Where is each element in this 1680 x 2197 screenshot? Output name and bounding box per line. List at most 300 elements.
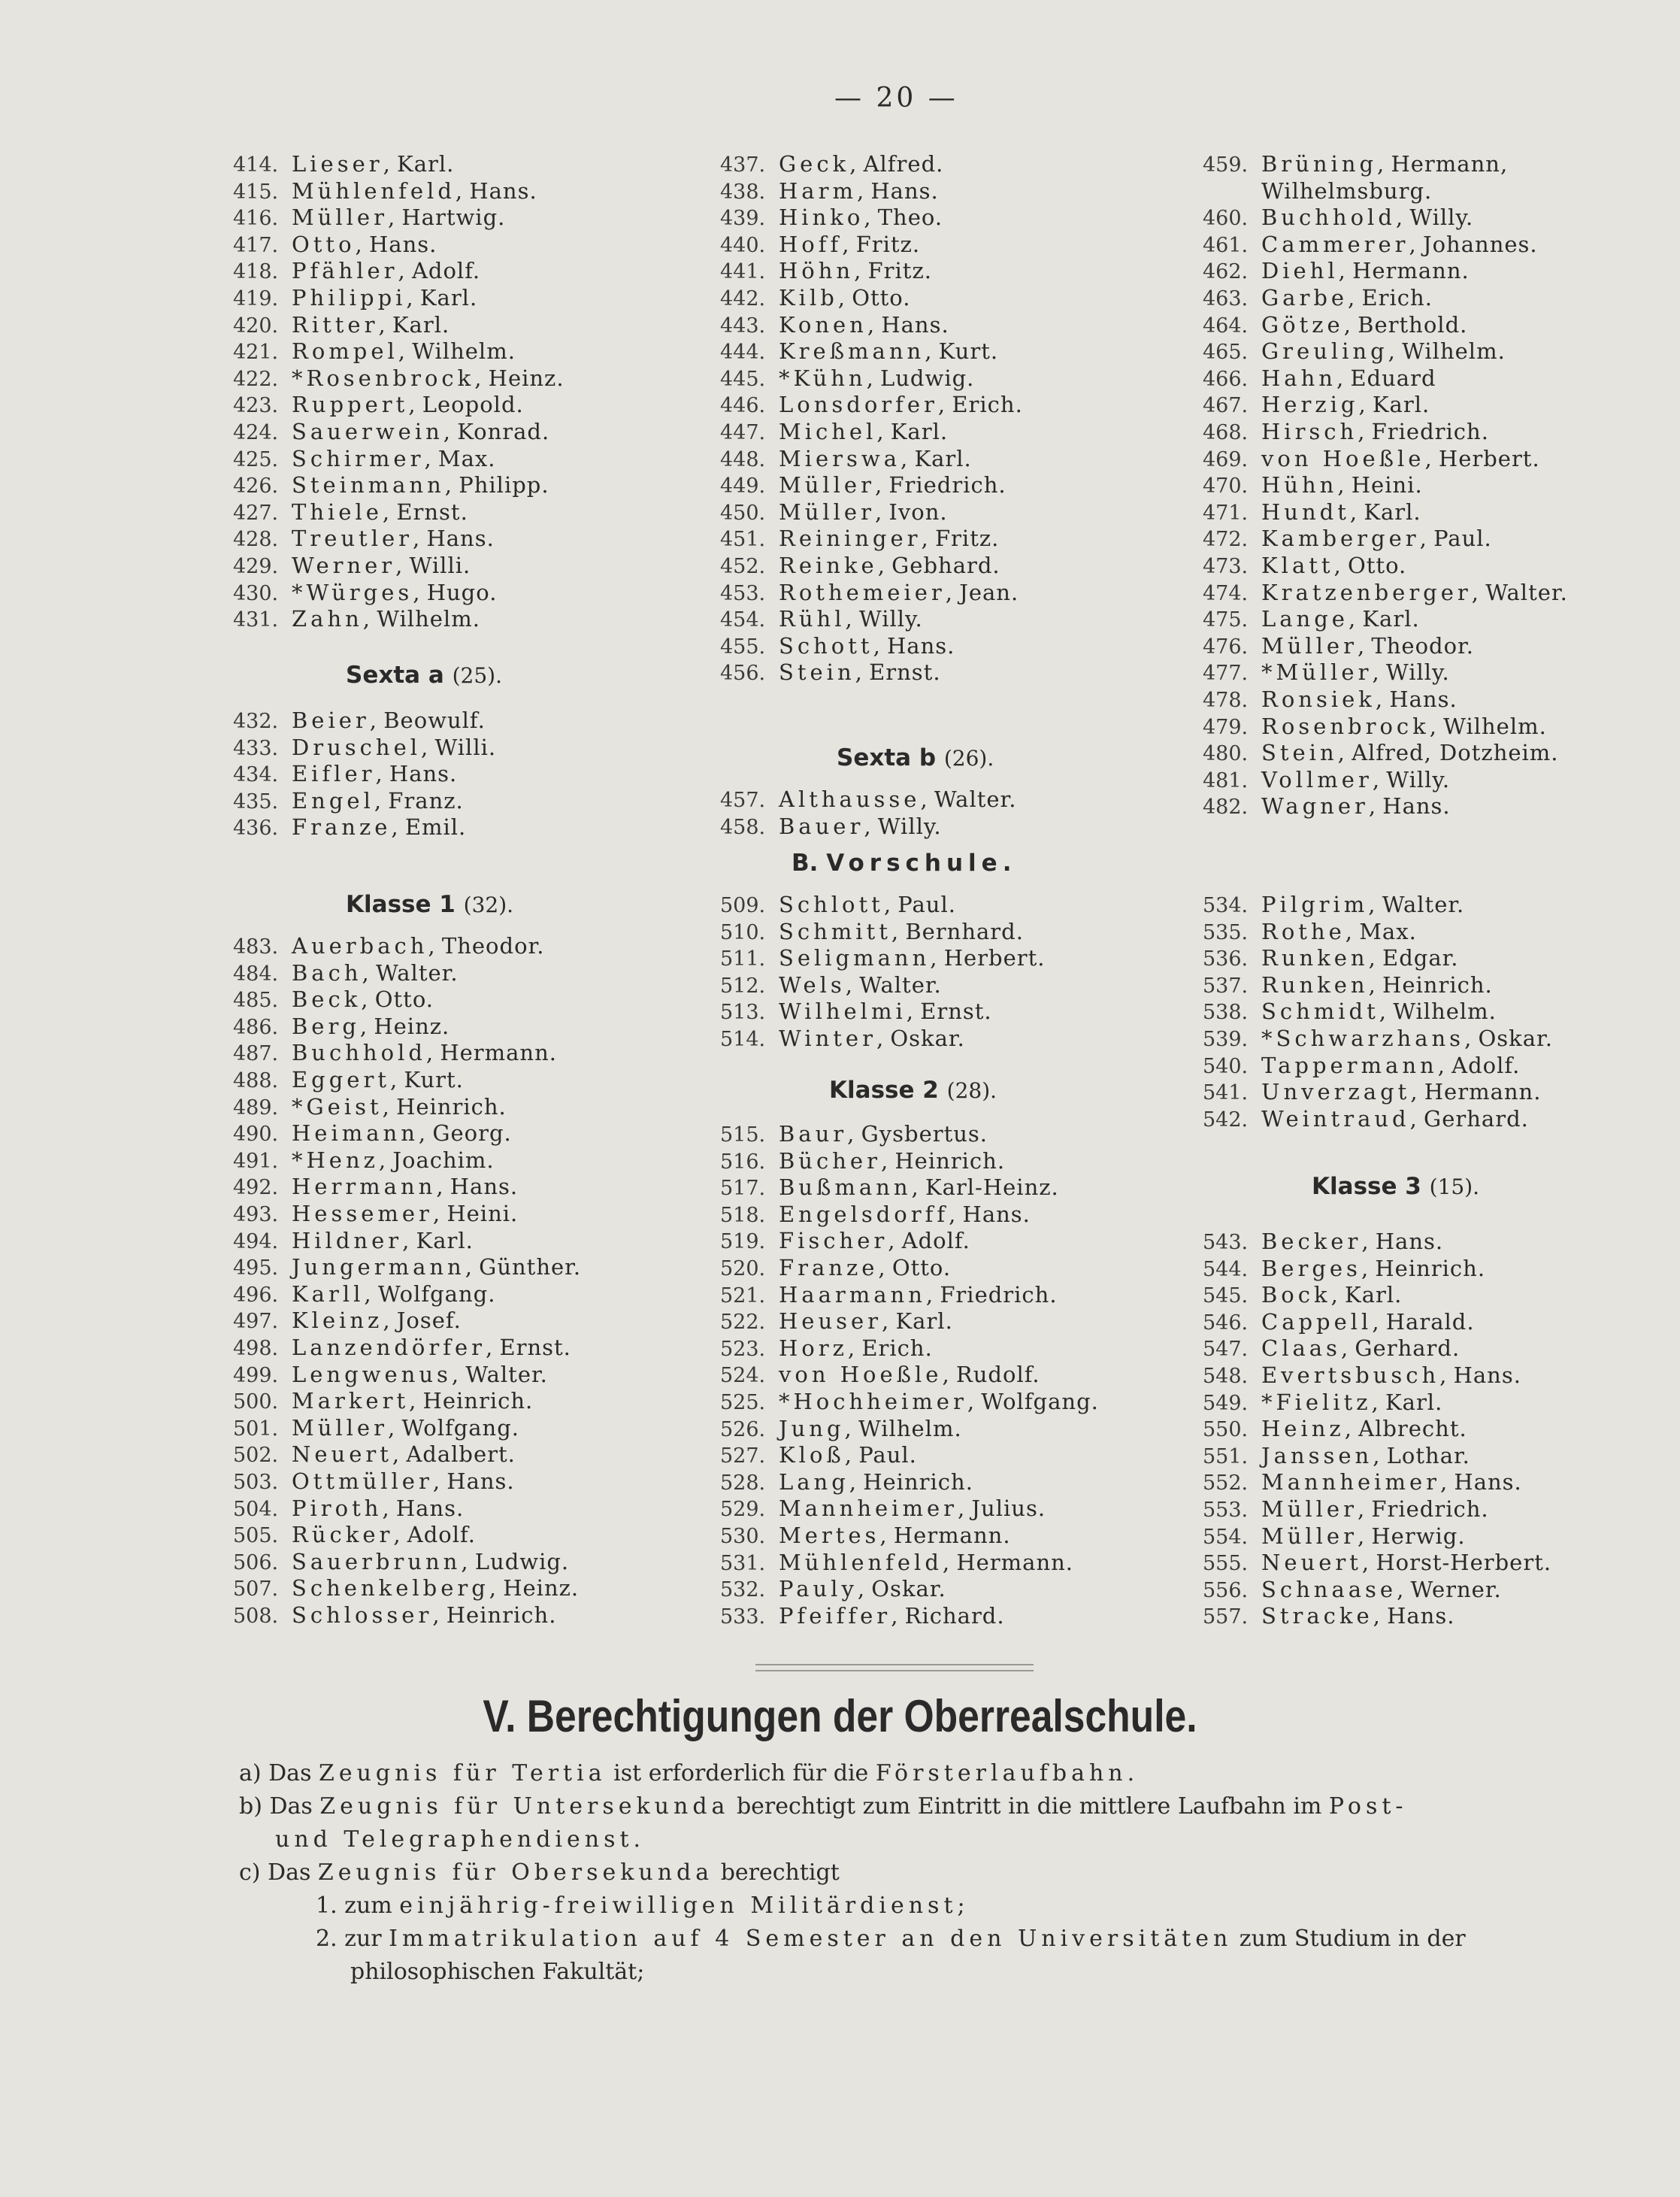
entry-number: 516.: [720, 1150, 766, 1174]
entry-surname: Bock: [1261, 1282, 1331, 1308]
entry-surname: Schnaase: [1261, 1576, 1397, 1602]
entry-surname: Hundt: [1261, 498, 1350, 525]
entry-separator: ,: [1357, 632, 1372, 659]
list-item: [1203, 659, 1450, 687]
list-item: [720, 1147, 1005, 1176]
entry-number: 437.: [720, 153, 766, 177]
entry-number: 533.: [720, 1605, 766, 1629]
entry-number: 442.: [720, 287, 766, 311]
entry-surname: Reininger: [779, 526, 922, 552]
entry-separator: ,: [1424, 445, 1439, 471]
list-item: [720, 971, 942, 1000]
entry-surname: Müller: [779, 498, 875, 525]
list-item: [1203, 1308, 1475, 1337]
entry-separator: ,: [911, 1174, 925, 1201]
entry-surname: Hildner: [292, 1227, 403, 1253]
entry-number: 468.: [1203, 421, 1249, 444]
entry-surname: Müller: [1261, 632, 1358, 659]
entry-separator: ,: [432, 1602, 446, 1628]
paragraph-text: Post-: [1328, 1793, 1408, 1820]
class-heading-count: (26).: [943, 746, 994, 771]
entry-number: 465.: [1203, 341, 1249, 365]
entry-surname: Stracke: [1261, 1603, 1373, 1629]
entry-surname: Schenkelberg: [292, 1575, 489, 1602]
entry-number: 421.: [233, 341, 279, 365]
paragraph-c3: [350, 1958, 1680, 1986]
entry-separator: ,: [1333, 553, 1348, 578]
list-item: [1203, 1228, 1443, 1256]
paragraph-text: Zeugnis für Obersekunda: [317, 1859, 714, 1886]
entry-separator: ,: [921, 526, 935, 552]
entry-surname: Tappermann: [1261, 1052, 1438, 1078]
entry-number: 521.: [720, 1283, 766, 1308]
entry-given-name: Kurt.: [938, 338, 999, 365]
entry-separator: ,: [873, 632, 887, 659]
entry-separator: ,: [1330, 1282, 1346, 1308]
list-item: [233, 150, 454, 179]
entry-given-name: Karl.: [1364, 498, 1421, 525]
entry-surname: *Schwarzhans: [1261, 1026, 1465, 1051]
entry-given-name: Franz.: [388, 787, 464, 814]
entry-given-name: Herwig.: [1371, 1523, 1466, 1549]
entry-given-name: Ivon.: [888, 498, 948, 525]
entry-surname: Höhn: [779, 258, 855, 284]
entry-separator: ,: [1358, 419, 1372, 444]
entry-surname: Franze: [779, 1255, 879, 1280]
entry-given-name: Heinrich.: [863, 1468, 973, 1495]
list-item: [1203, 525, 1492, 553]
entry-number: 425.: [233, 447, 279, 471]
entry-separator: ,: [866, 365, 880, 391]
list-item: [233, 579, 497, 608]
entry-surname: *Kühn: [779, 365, 867, 391]
list-item: [720, 1254, 951, 1283]
list-item: [1203, 1025, 1553, 1053]
entry-surname: Hoff: [779, 231, 843, 257]
paragraph-text: Immatrikulation auf 4 Semester an den Universitäten: [389, 1926, 1233, 1952]
paragraph-text: Försterlaufbahn: [875, 1760, 1128, 1786]
list-item: [1203, 1523, 1466, 1551]
list-item: [1203, 686, 1458, 714]
entry-number: 515.: [720, 1123, 766, 1147]
entry-surname: Schott: [779, 632, 873, 659]
class-heading-count: (28).: [946, 1078, 997, 1103]
list-item: [233, 1441, 516, 1469]
entry-given-name: Ernst.: [499, 1335, 571, 1360]
entry-separator: ,: [888, 1228, 902, 1254]
entry-surname: Kamberger: [1261, 526, 1420, 552]
entry-given-name: Hans.: [881, 311, 949, 338]
entry-given-name: Josef.: [396, 1308, 462, 1334]
class-heading-title: Sexta a: [346, 662, 444, 689]
paragraph-text: .: [633, 1826, 641, 1853]
entry-number: 476.: [1203, 635, 1249, 659]
entry-surname: Müller: [292, 205, 388, 231]
entry-surname: Heinz: [1261, 1416, 1345, 1442]
entry-given-name: Willy.: [1386, 766, 1451, 792]
entry-number: 489.: [233, 1095, 279, 1120]
list-item: [720, 1602, 1005, 1631]
entry-surname: Jung: [779, 1415, 845, 1441]
list-item: [720, 1281, 1058, 1310]
entry-surname: Markert: [292, 1388, 410, 1414]
entry-separator: ,: [443, 419, 458, 444]
list-item: [233, 1602, 556, 1630]
entry-surname: Konen: [779, 311, 867, 338]
entry-given-name: Hans.: [1454, 1469, 1522, 1495]
paragraph-text: c) Das: [239, 1859, 318, 1886]
entry-number: 426.: [233, 474, 279, 498]
entry-number: 451.: [720, 528, 766, 552]
entry-surname: Philippi: [292, 285, 407, 311]
entry-given-name: Walter.: [1382, 892, 1465, 917]
entry-separator: ,: [864, 205, 878, 231]
entry-given-name: Hugo.: [426, 579, 498, 605]
entry-surname: Beier: [292, 708, 370, 733]
entry-number: 501.: [233, 1417, 279, 1441]
paragraph-text: 2. zur: [316, 1926, 389, 1952]
entry-surname: Ronsiek: [1261, 686, 1376, 712]
entry-number: 457.: [720, 789, 766, 812]
entry-number: 463.: [1203, 287, 1249, 311]
entry-given-name: Berthold.: [1358, 311, 1468, 338]
entry-number: 419.: [233, 287, 279, 311]
list-item: [1203, 1442, 1470, 1471]
entry-number: 415.: [233, 180, 279, 204]
entry-number: 431.: [233, 608, 279, 632]
entry-number: 556.: [1203, 1578, 1249, 1602]
list-item: [720, 1388, 1099, 1417]
entry-given-name: Adolf.: [901, 1228, 970, 1254]
entry-surname: Berges: [1261, 1255, 1361, 1281]
entry-given-name: Gerhard.: [1424, 1105, 1529, 1132]
entry-given-name: Wilhelm.: [377, 606, 480, 632]
entry-number: 528.: [720, 1471, 766, 1495]
entry-number: 428.: [233, 528, 279, 552]
entry-number: 520.: [720, 1257, 766, 1280]
entry-number: 475.: [1203, 608, 1249, 632]
entry-given-name: Hans.: [887, 632, 955, 659]
page-number: — 20 —: [834, 83, 958, 114]
entry-given-name: Wilhelm.: [858, 1415, 962, 1441]
entry-separator: ,: [1375, 686, 1390, 712]
list-item: [233, 498, 468, 527]
entry-separator: ,: [906, 998, 921, 1025]
entry-number: 557.: [1203, 1605, 1249, 1629]
class-heading: [829, 1077, 997, 1104]
entry-number: 416.: [233, 207, 279, 231]
entry-number: 450.: [720, 501, 766, 525]
list-item: [720, 605, 923, 634]
entry-given-name: Walter.: [1485, 579, 1568, 605]
entry-surname: Unverzagt: [1261, 1079, 1411, 1105]
entry-number: 513.: [720, 1001, 766, 1025]
list-item: [233, 418, 549, 447]
entry-separator: ,: [1368, 945, 1383, 971]
entry-separator: ,: [413, 579, 427, 605]
entry-separator: ,: [1372, 659, 1386, 686]
entry-surname: Schlosser: [292, 1602, 433, 1628]
entry-given-name: Adolf.: [411, 258, 481, 284]
paragraph-c2: [316, 1925, 1680, 1953]
list-item: [720, 1308, 953, 1336]
entry-surname: Stein: [1261, 740, 1338, 766]
entry-surname: von Hoeßle: [1261, 445, 1425, 471]
list-item: [720, 365, 974, 393]
entry-separator: ,: [1349, 498, 1364, 525]
entry-surname: *Rosenbrock: [292, 365, 475, 391]
entry-given-name: Karl.: [419, 285, 478, 311]
entry-number: 483.: [233, 935, 279, 959]
list-item: [233, 1120, 512, 1148]
list-item: [233, 231, 437, 259]
entry-given-name: Günther.: [479, 1254, 582, 1280]
entry-given-name: Heinrich.: [894, 1147, 1006, 1174]
entry-separator: ,: [937, 392, 952, 418]
entry-number: 446.: [720, 394, 766, 418]
entry-separator: ,: [432, 1201, 447, 1226]
entry-surname: von Hoeßle: [779, 1362, 943, 1388]
heading-space: [444, 662, 453, 689]
list-item: [720, 786, 1016, 814]
entry-separator: ,: [957, 1495, 972, 1522]
entry-given-name: Theo.: [877, 205, 943, 231]
list-item: [1203, 498, 1421, 527]
entry-separator: ,: [847, 1121, 861, 1147]
list-item: [720, 231, 920, 259]
entry-surname: Sauerbrunn: [292, 1548, 462, 1574]
entry-number: 498.: [233, 1337, 279, 1360]
class-heading: [346, 891, 513, 918]
entry-surname: Baur: [779, 1121, 848, 1147]
divider-rule: [755, 1670, 1034, 1671]
entry-given-name: Willy.: [1409, 205, 1474, 231]
entry-surname: Treutler: [292, 526, 413, 552]
entry-separator: ,: [849, 151, 864, 177]
entry-number: 470.: [1203, 474, 1249, 498]
entry-separator: ,: [378, 311, 392, 338]
list-item: [233, 525, 495, 553]
entry-given-name: Philipp.: [459, 472, 549, 498]
entry-separator: ,: [1464, 1026, 1479, 1051]
entry-surname: Cappell: [1261, 1308, 1373, 1335]
list-item: [1203, 1576, 1502, 1605]
entry-number: 496.: [233, 1283, 279, 1307]
entry-number: 432.: [233, 710, 279, 733]
entry-given-name: Otto.: [1347, 553, 1407, 578]
entry-given-name: Hans.: [1453, 1362, 1521, 1388]
entry-separator: ,: [1361, 1229, 1376, 1254]
entry-surname: Geck: [779, 151, 850, 177]
entry-surname: Ottmüller: [292, 1468, 433, 1494]
entry-given-name: Bernhard.: [905, 918, 1024, 944]
entry-surname: Diehl: [1261, 258, 1339, 284]
entry-separator: ,: [387, 1414, 402, 1441]
entry-number: 504.: [233, 1497, 279, 1521]
list-item: [233, 787, 464, 816]
entry-number: 414.: [233, 153, 279, 177]
entry-surname: Kreßmann: [779, 338, 925, 365]
entry-separator: ,: [1361, 1550, 1376, 1576]
list-item: [720, 918, 1024, 947]
entry-given-name: Edgar.: [1382, 945, 1459, 971]
entry-separator: ,: [378, 1147, 393, 1173]
entry-given-name: Hans.: [368, 231, 437, 257]
entry-given-name: Walter.: [375, 959, 459, 986]
entry-surname: Wels: [779, 971, 846, 998]
entry-number: 471.: [1203, 501, 1249, 525]
entry-separator: ,: [1439, 1362, 1454, 1388]
class-heading: [837, 744, 994, 771]
list-item: [233, 1227, 474, 1256]
entry-surname: Schlott: [779, 892, 884, 917]
entry-number: 536.: [1203, 947, 1249, 971]
paragraph-text: und Telegraphendienst: [275, 1826, 634, 1853]
entry-number: 444.: [720, 341, 766, 365]
entry-number: 448.: [720, 447, 766, 471]
entry-number: 445.: [720, 367, 766, 391]
entry-separator: ,: [844, 1415, 858, 1441]
class-heading-count: (25).: [452, 663, 502, 688]
entry-continuation: Wilhelmsburg.: [1261, 177, 1433, 204]
list-item: [1203, 391, 1430, 420]
entry-surname: Michel: [779, 419, 877, 444]
entry-separator: ,: [393, 1522, 407, 1548]
entry-given-name: Walter.: [859, 971, 942, 998]
list-item: [1203, 944, 1459, 973]
entry-surname: Weintraud: [1261, 1105, 1410, 1132]
entry-given-name: Konrad.: [457, 419, 550, 444]
entry-separator: ,: [382, 498, 397, 525]
entry-surname: *Müller: [1261, 659, 1373, 686]
entry-number: 542.: [1203, 1108, 1249, 1132]
entry-given-name: Ernst.: [396, 498, 468, 525]
entry-number: 433.: [233, 736, 279, 760]
entry-separator: ,: [942, 1362, 956, 1388]
entry-separator: ,: [867, 311, 882, 338]
entry-given-name: Eduard: [1350, 365, 1436, 391]
entry-surname: Wilhelmi: [779, 998, 907, 1025]
entry-separator: ,: [879, 1523, 894, 1548]
entry-number: 551.: [1203, 1444, 1249, 1468]
entry-given-name: Lothar.: [1386, 1442, 1470, 1468]
entry-given-name: Theodor.: [441, 933, 545, 959]
entry-given-name: Hermann,: [1391, 151, 1509, 177]
entry-surname: Evertsbusch: [1261, 1362, 1440, 1388]
entry-given-name: Heinrich.: [1375, 1255, 1486, 1281]
entry-surname: Müller: [1261, 1496, 1358, 1522]
entry-separator: ,: [1361, 1255, 1376, 1281]
entry-surname: Harm: [779, 177, 857, 204]
class-heading: [1312, 1173, 1479, 1200]
list-item: [1203, 971, 1493, 1000]
entry-separator: ,: [1372, 766, 1387, 792]
entry-surname: Kratzenberger: [1261, 579, 1472, 605]
heading-space: [456, 891, 464, 918]
entry-number: 534.: [1203, 894, 1249, 917]
entry-given-name: Erich.: [1361, 285, 1433, 311]
entry-number: 494.: [233, 1229, 279, 1253]
list-item: [1203, 471, 1423, 500]
entry-given-name: Heinz.: [488, 365, 565, 391]
paragraph-b: [239, 1792, 1615, 1821]
entry-surname: Otto: [292, 231, 356, 257]
entry-separator: ,: [1368, 971, 1383, 998]
entry-separator: ,: [418, 1120, 433, 1147]
entry-number: 473.: [1203, 555, 1249, 578]
entry-given-name: Paul.: [1433, 526, 1492, 552]
list-item: [1203, 204, 1473, 232]
entry-surname: Lonsdorfer: [779, 392, 938, 418]
entry-number: 456.: [720, 662, 766, 686]
entry-separator: ,: [901, 445, 915, 471]
entry-given-name: Theodor.: [1371, 632, 1474, 659]
list-item: [233, 734, 496, 762]
entry-surname: Sauerwein: [292, 419, 443, 444]
list-item: [233, 257, 480, 286]
entry-given-name: Hermann.: [440, 1040, 558, 1066]
list-item: [1203, 792, 1451, 821]
entry-given-name: Adolf.: [407, 1522, 476, 1548]
entry-separator: ,: [930, 945, 944, 971]
list-item: [233, 284, 477, 313]
list-item: [1203, 1468, 1522, 1497]
entry-separator: ,: [874, 472, 889, 498]
entry-number: 537.: [1203, 974, 1249, 998]
list-item: [720, 1468, 973, 1497]
entry-number: 439.: [720, 207, 766, 231]
entry-given-name: Heinrich.: [422, 1388, 534, 1414]
entry-surname: Mühlenfeld: [292, 177, 456, 204]
entry-number: 430.: [233, 581, 279, 605]
entry-number: 512.: [720, 974, 766, 998]
entry-number: 535.: [1203, 920, 1249, 944]
entry-separator: ,: [374, 787, 389, 814]
entry-separator: ,: [874, 498, 889, 525]
entry-separator: ,: [942, 1549, 957, 1575]
entry-given-name: Ludwig.: [880, 365, 975, 391]
entry-given-name: Julius.: [971, 1495, 1046, 1522]
list-item: [720, 150, 943, 179]
list-item: [1203, 177, 1432, 205]
entry-surname: Mertes: [779, 1523, 880, 1548]
entry-surname: Eifler: [292, 761, 376, 787]
list-item: [1203, 739, 1559, 768]
entry-surname: Brüning: [1261, 151, 1378, 177]
entry-surname: Rücker: [292, 1522, 394, 1548]
entry-separator: ,: [1348, 285, 1362, 311]
entry-surname: Lieser: [292, 151, 383, 177]
entry-separator: ,: [408, 392, 422, 418]
entry-number: 531.: [720, 1551, 766, 1575]
entry-number: 532.: [720, 1578, 766, 1602]
list-item: [1203, 1549, 1551, 1577]
entry-surname: Neuert: [1261, 1550, 1362, 1576]
paragraph-text: .: [1127, 1760, 1135, 1786]
class-heading-title: Klasse 1: [346, 891, 456, 918]
entry-number: 517.: [720, 1177, 766, 1201]
entry-surname: *Würges: [292, 579, 413, 605]
entry-number: 508.: [233, 1605, 279, 1628]
entry-number: 519.: [720, 1230, 766, 1254]
entry-separator: ,: [375, 761, 389, 787]
entry-separator: ,: [369, 708, 384, 733]
entry-number: 552.: [1203, 1471, 1249, 1495]
entry-surname: Wagner: [1261, 793, 1369, 820]
entry-surname: Greuling: [1261, 338, 1388, 365]
entry-separator: ,: [967, 1389, 982, 1414]
entry-given-name: Hans.: [1389, 686, 1458, 712]
